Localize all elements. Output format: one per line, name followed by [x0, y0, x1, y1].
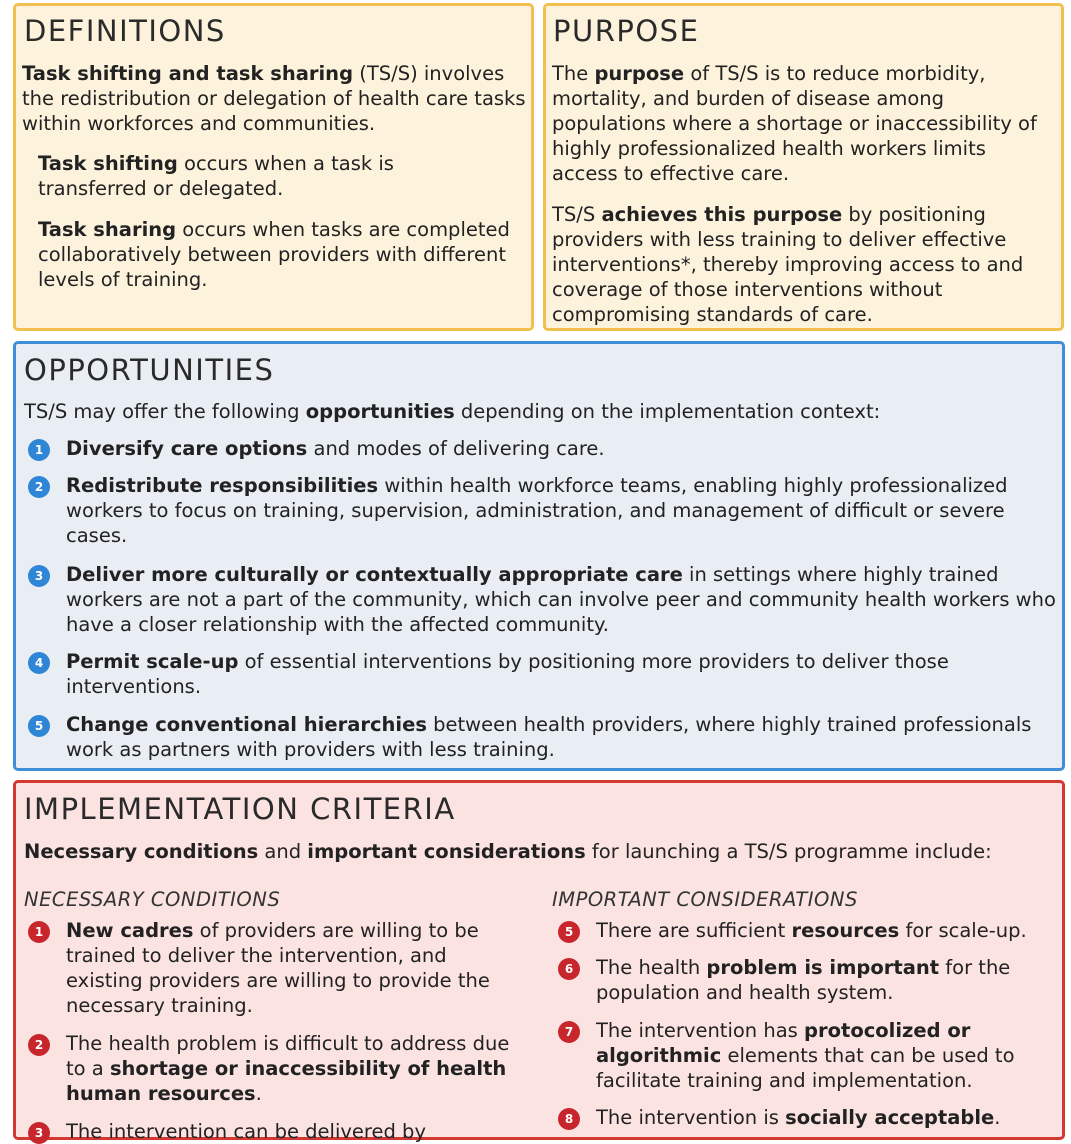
opportunities-heading: OPPORTUNITIES: [24, 353, 275, 387]
purpose-paragraph: The purpose of TS/S is to reduce morbidity, mortality, and burden of disease among populations where a shortage or inaccessibility of highly professionalized health workers limits access to effective care.: [552, 62, 1037, 185]
opportunity-item-5: 5 Change conventional hierarchies between health providers, where highly trained professionals work as partners with providers with less training.: [28, 712, 1053, 762]
number-5-icon: 5: [28, 715, 50, 737]
opportunity-item-1: 1 Diversify care options and modes of delivering care.: [28, 436, 1053, 461]
number-1-icon: 1: [28, 439, 50, 461]
number-8-icon: 8: [558, 1108, 580, 1130]
number-6-icon: 6: [558, 958, 580, 980]
opportunity-item-4: 4 Permit scale-up of essential interventions by positioning more providers to deliver those interventions.: [28, 649, 1028, 699]
achieves-purpose-paragraph: TS/S achieves this purpose by positioning providers with less training to deliver effective interventions*, thereby improving access to and coverage of those interventions without compromising standards of care.: [552, 203, 1024, 326]
definitions-panel: [13, 3, 534, 331]
implementation-criteria-heading: IMPLEMENTATION CRITERIA: [24, 792, 456, 826]
number-2-icon: 2: [28, 476, 50, 498]
necessary-conditions-heading: NECESSARY CONDITIONS: [24, 888, 281, 911]
opportunities-panel: [13, 341, 1065, 771]
opportunity-item-2: 2 Redistribute responsibilities within health workforce teams, enabling highly professionalized workers to focus on training, supervision, administration, and management of difficult or severe cases.: [28, 473, 1038, 548]
necessary-condition-3: 3 The intervention can be delivered by: [28, 1119, 533, 1144]
task-shifting-definition: Task shifting occurs when a task is transferred or delegated.: [38, 152, 394, 200]
necessary-condition-1: 1 New cadres of providers are willing to be trained to deliver the intervention, and existing providers are willing to provide the necessary training.: [28, 918, 518, 1018]
necessary-condition-2: 2 The health problem is difficult to address due to a shortage or inaccessibility of health human resources.: [28, 1031, 533, 1106]
important-consideration-8: 8 The intervention is socially acceptable.: [558, 1105, 1053, 1130]
important-consideration-6: 6 The health problem is important for the population and health system.: [558, 955, 1028, 1005]
number-3-icon: 3: [28, 1122, 50, 1144]
definitions-heading: DEFINITIONS: [24, 14, 226, 48]
number-4-icon: 4: [28, 652, 50, 674]
important-consideration-5: 5 There are sufficient resources for scale-up.: [558, 918, 1053, 943]
number-3-icon: 3: [28, 565, 50, 587]
definitions-intro: Task shifting and task sharing (TS/S) involves the redistribution or delegation of health care tasks within workforces and communities.: [22, 62, 526, 135]
purpose-heading: PURPOSE: [553, 14, 700, 48]
important-consideration-7: 7 The intervention has protocolized or algorithmic elements that can be used to facilitate training and implementation.: [558, 1018, 1038, 1093]
opportunity-item-3: 3 Deliver more culturally or contextually appropriate care in settings where highly trained workers are not a part of the community, which can involve peer and community health workers who have a closer relationship with the affected community.: [28, 562, 1058, 637]
number-7-icon: 7: [558, 1021, 580, 1043]
number-2-icon: 2: [28, 1034, 50, 1056]
opportunities-intro: TS/S may offer the following opportunities depending on the implementation context:: [24, 400, 881, 423]
criteria-intro: Necessary conditions and important considerations for launching a TS/S programme include:: [24, 840, 992, 863]
implementation-criteria-panel: [13, 780, 1065, 1143]
number-5-icon: 5: [558, 921, 580, 943]
important-considerations-heading: IMPORTANT CONSIDERATIONS: [552, 888, 858, 911]
task-sharing-definition: Task sharing occurs when tasks are completed collaboratively between providers with different levels of training.: [38, 218, 510, 291]
number-1-icon: 1: [28, 921, 50, 943]
purpose-panel: [543, 3, 1064, 331]
